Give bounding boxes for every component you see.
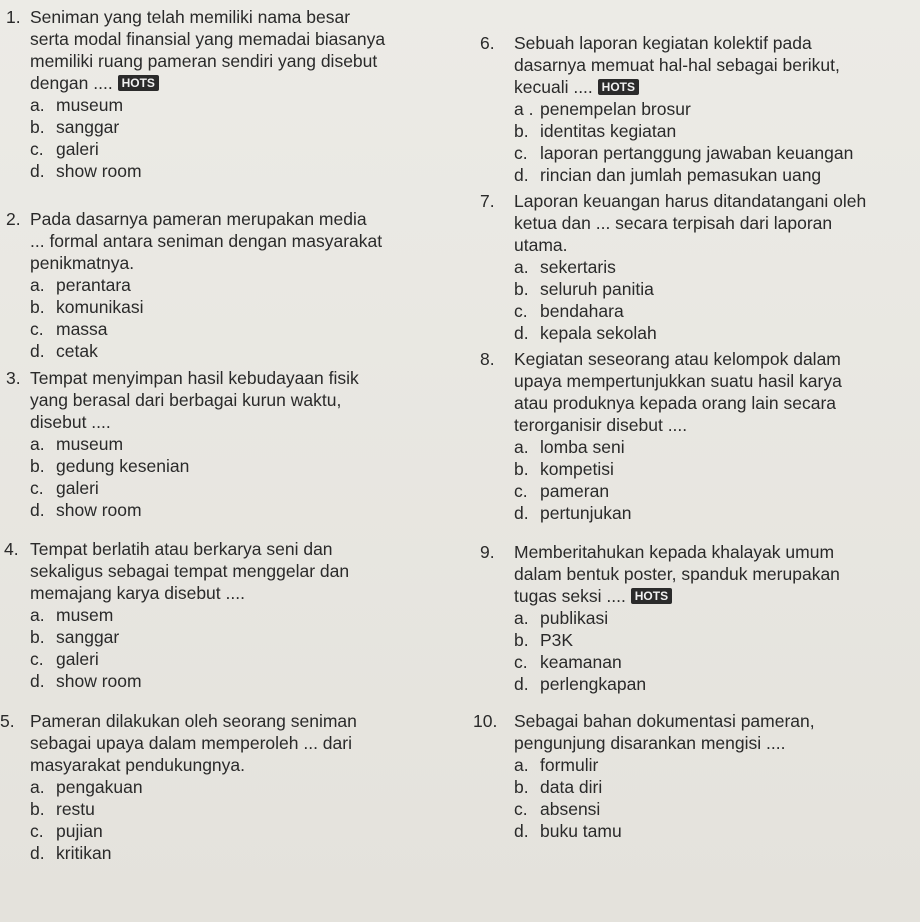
stem-line	[30, 538, 452, 560]
stem-line	[514, 563, 915, 585]
answer-option[interactable]	[514, 754, 915, 776]
question-4	[0, 538, 452, 692]
option-text: pameran	[540, 481, 610, 501]
answer-option[interactable]	[30, 138, 452, 160]
stem-text: pengunjung disarankan mengisi ....	[514, 733, 786, 753]
question-number: 10.	[473, 711, 498, 731]
option-text: kepala sekolah	[540, 323, 657, 343]
stem-line	[514, 414, 915, 436]
stem-line	[30, 28, 452, 50]
stem-line	[514, 212, 915, 234]
option-letter: d.	[30, 161, 45, 181]
option-text: museum	[56, 95, 124, 115]
answer-option[interactable]	[30, 477, 452, 499]
option-text: laporan pertanggung jawaban keuangan	[540, 143, 854, 163]
question-stem	[514, 541, 915, 607]
option-letter: b.	[514, 630, 529, 650]
answer-option[interactable]	[30, 318, 452, 340]
option-text: absensi	[540, 799, 601, 819]
stem-line	[514, 32, 915, 54]
answer-option[interactable]	[514, 651, 915, 673]
question-number: 7.	[480, 191, 495, 211]
option-letter: a .	[514, 99, 534, 119]
question-number: 2.	[6, 209, 21, 229]
question-2	[0, 208, 452, 362]
option-letter: a.	[30, 95, 45, 115]
stem-text: sekaligus sebagai tempat menggelar dan	[30, 561, 350, 581]
option-letter: c.	[30, 821, 44, 841]
option-text: kompetisi	[540, 459, 614, 479]
answer-option[interactable]	[514, 820, 915, 842]
option-letter: b.	[514, 279, 529, 299]
option-text: penempelan brosur	[540, 99, 691, 119]
option-letter: c.	[514, 652, 528, 672]
stem-line	[514, 370, 915, 392]
option-letter: a.	[514, 755, 529, 775]
option-letter: c.	[514, 799, 528, 819]
question-stem	[30, 710, 452, 776]
option-text: galeri	[56, 139, 99, 159]
option-letter: c.	[514, 481, 528, 501]
stem-line	[30, 230, 452, 252]
answer-option[interactable]	[30, 94, 452, 116]
option-letter: a.	[30, 777, 45, 797]
option-letter: c.	[30, 478, 44, 498]
stem-line	[30, 389, 452, 411]
hots-badge: HOTS	[118, 75, 159, 91]
option-text: restu	[56, 799, 95, 819]
option-text: publikasi	[540, 608, 609, 628]
answer-option[interactable]	[514, 798, 915, 820]
option-text: data diri	[540, 777, 603, 797]
option-letter: b.	[30, 117, 45, 137]
option-letter: b.	[30, 297, 45, 317]
option-text: identitas kegiatan	[540, 121, 677, 141]
stem-line	[30, 710, 452, 732]
stem-text: sebagai upaya dalam memperoleh ... dari	[30, 733, 352, 753]
question-3	[0, 367, 452, 521]
stem-line	[514, 541, 915, 563]
option-letter: d.	[514, 323, 529, 343]
question-stem	[30, 6, 452, 94]
stem-text: ... formal antara seniman dengan masyarakat	[30, 231, 383, 251]
stem-line	[30, 411, 452, 433]
stem-text: kecuali ....	[514, 77, 593, 97]
option-letter: d.	[514, 821, 529, 841]
stem-text: Sebuah laporan kegiatan kolektif pada	[514, 33, 812, 53]
answer-option[interactable]	[514, 120, 915, 142]
stem-text: upaya mempertunjukkan suatu hasil karya	[514, 371, 842, 391]
option-letter: a.	[30, 275, 45, 295]
answer-option[interactable]	[514, 256, 915, 278]
answer-option[interactable]	[514, 502, 915, 524]
question-stem	[30, 367, 452, 433]
answer-option[interactable]	[30, 433, 452, 455]
option-letter: d.	[30, 671, 45, 691]
option-text: galeri	[56, 478, 99, 498]
option-letter: c.	[30, 649, 44, 669]
answer-option[interactable]	[514, 278, 915, 300]
question-number: 4.	[4, 539, 19, 559]
option-text: gedung kesenian	[56, 456, 190, 476]
question-stem	[30, 538, 452, 604]
hots-badge: HOTS	[598, 79, 639, 95]
option-letter: c.	[30, 139, 44, 159]
stem-line	[30, 72, 452, 94]
stem-line	[30, 754, 452, 776]
question-6	[470, 32, 915, 186]
option-text: galeri	[56, 649, 99, 669]
option-letter: d.	[30, 500, 45, 520]
option-text: kritikan	[56, 843, 112, 863]
stem-line	[30, 50, 452, 72]
option-text: seluruh panitia	[540, 279, 654, 299]
stem-line	[514, 76, 915, 98]
option-text: show room	[56, 161, 142, 181]
stem-line	[514, 348, 915, 370]
option-letter: d.	[514, 503, 529, 523]
stem-line	[30, 208, 452, 230]
stem-text: memiliki ruang pameran sendiri yang disebut	[30, 51, 378, 71]
option-letter: b.	[30, 627, 45, 647]
option-text: pujian	[56, 821, 103, 841]
question-1	[0, 6, 452, 182]
stem-line	[30, 560, 452, 582]
option-letter: d.	[514, 674, 529, 694]
answer-option[interactable]	[514, 673, 915, 695]
option-text: rincian dan jumlah pemasukan uang	[540, 165, 822, 185]
option-text: show room	[56, 671, 142, 691]
stem-line	[514, 585, 915, 607]
stem-line	[514, 392, 915, 414]
option-letter: a.	[30, 605, 45, 625]
option-text: perantara	[56, 275, 131, 295]
question-9	[470, 541, 915, 695]
answer-option[interactable]	[30, 116, 452, 138]
option-text: museum	[56, 434, 124, 454]
stem-line	[514, 732, 915, 754]
stem-text: masyarakat pendukungnya.	[30, 755, 245, 775]
question-10	[470, 710, 915, 842]
answer-option[interactable]	[514, 607, 915, 629]
stem-text: Pameran dilakukan oleh seorang seniman	[30, 711, 357, 731]
question-number: 1.	[6, 7, 21, 27]
stem-text: utama.	[514, 235, 568, 255]
option-text: komunikasi	[56, 297, 144, 317]
answer-option[interactable]	[514, 300, 915, 322]
hots-badge: HOTS	[631, 588, 672, 604]
option-text: keamanan	[540, 652, 622, 672]
answer-option[interactable]	[30, 274, 452, 296]
question-stem	[514, 710, 915, 754]
stem-text: atau produknya kepada orang lain secara	[514, 393, 837, 413]
answer-option[interactable]	[30, 340, 452, 362]
answer-option[interactable]	[30, 670, 452, 692]
answer-option[interactable]	[30, 820, 452, 842]
answer-option[interactable]	[30, 776, 452, 798]
stem-line	[514, 190, 915, 212]
question-stem	[514, 32, 915, 98]
option-letter: d.	[30, 843, 45, 863]
stem-text: dasarnya memuat hal-hal sebagai berikut,	[514, 55, 840, 75]
answer-option[interactable]	[30, 626, 452, 648]
option-letter: b.	[30, 456, 45, 476]
stem-text: penikmatnya.	[30, 253, 135, 273]
option-text: pengakuan	[56, 777, 143, 797]
option-text: perlengkapan	[540, 674, 647, 694]
option-letter: b.	[514, 459, 529, 479]
stem-text: serta modal finansial yang memadai biasanya	[30, 29, 386, 49]
answer-option[interactable]	[514, 629, 915, 651]
stem-text: Seniman yang telah memiliki nama besar	[30, 7, 351, 27]
question-stem	[514, 348, 915, 436]
stem-line	[514, 234, 915, 256]
stem-text: ketua dan ... secara terpisah dari laporan	[514, 213, 833, 233]
option-letter: a.	[30, 434, 45, 454]
stem-text: Kegiatan seseorang atau kelompok dalam	[514, 349, 841, 369]
option-text: buku tamu	[540, 821, 622, 841]
stem-line	[514, 54, 915, 76]
option-text: sanggar	[56, 117, 120, 137]
option-letter: d.	[30, 341, 45, 361]
answer-option[interactable]	[30, 604, 452, 626]
option-letter: b.	[30, 799, 45, 819]
option-text: sekertaris	[540, 257, 616, 277]
question-number: 6.	[480, 33, 495, 53]
stem-text: yang berasal dari berbagai kurun waktu,	[30, 390, 342, 410]
option-letter: c.	[514, 301, 528, 321]
question-number: 3.	[6, 368, 21, 388]
answer-option[interactable]	[514, 458, 915, 480]
answer-option[interactable]	[30, 798, 452, 820]
option-letter: b.	[514, 777, 529, 797]
option-letter: b.	[514, 121, 529, 141]
option-text: lomba seni	[540, 437, 625, 457]
option-text: musem	[56, 605, 114, 625]
stem-line	[30, 252, 452, 274]
option-text: cetak	[56, 341, 98, 361]
stem-text: Memberitahukan kepada khalayak umum	[514, 542, 835, 562]
stem-text: Tempat menyimpan hasil kebudayaan fisik	[30, 368, 359, 388]
option-letter: a.	[514, 437, 529, 457]
question-stem	[514, 190, 915, 256]
question-number: 8.	[480, 349, 495, 369]
option-text: show room	[56, 500, 142, 520]
stem-text: Sebagai bahan dokumentasi pameran,	[514, 711, 815, 731]
answer-option[interactable]	[514, 142, 915, 164]
option-text: P3K	[540, 630, 574, 650]
answer-option[interactable]	[514, 436, 915, 458]
stem-text: Tempat berlatih atau berkarya seni dan	[30, 539, 333, 559]
stem-text: dengan ....	[30, 73, 113, 93]
stem-text: disebut ....	[30, 412, 111, 432]
stem-text: dalam bentuk poster, spanduk merupakan	[514, 564, 840, 584]
stem-line	[514, 710, 915, 732]
answer-option[interactable]	[514, 480, 915, 502]
option-letter: a.	[514, 608, 529, 628]
stem-text: Laporan keuangan harus ditandatangani oleh	[514, 191, 867, 211]
stem-line	[30, 6, 452, 28]
option-text: sanggar	[56, 627, 120, 647]
answer-option[interactable]	[30, 842, 452, 864]
option-letter: c.	[30, 319, 44, 339]
answer-option[interactable]	[514, 776, 915, 798]
stem-text: Pada dasarnya pameran merupakan media	[30, 209, 367, 229]
option-text: pertunjukan	[540, 503, 632, 523]
option-text: massa	[56, 319, 108, 339]
answer-option[interactable]	[30, 648, 452, 670]
stem-text: tugas seksi ....	[514, 586, 626, 606]
answer-option[interactable]	[30, 296, 452, 318]
question-number: 5.	[0, 711, 15, 731]
option-letter: a.	[514, 257, 529, 277]
stem-text: memajang karya disebut ....	[30, 583, 245, 603]
answer-option[interactable]	[514, 98, 915, 120]
answer-option[interactable]	[30, 160, 452, 182]
option-letter: d.	[514, 165, 529, 185]
answer-option[interactable]	[30, 499, 452, 521]
stem-line	[30, 732, 452, 754]
option-text: formulir	[540, 755, 599, 775]
question-7	[470, 190, 915, 344]
question-stem	[30, 208, 452, 274]
answer-option[interactable]	[30, 455, 452, 477]
stem-line	[30, 367, 452, 389]
option-letter: c.	[514, 143, 528, 163]
stem-text: terorganisir disebut ....	[514, 415, 688, 435]
stem-line	[30, 582, 452, 604]
question-number: 9.	[480, 542, 495, 562]
question-5	[0, 710, 452, 864]
answer-option[interactable]	[514, 164, 915, 186]
question-8	[470, 348, 915, 524]
option-text: bendahara	[540, 301, 624, 321]
answer-option[interactable]	[514, 322, 915, 344]
